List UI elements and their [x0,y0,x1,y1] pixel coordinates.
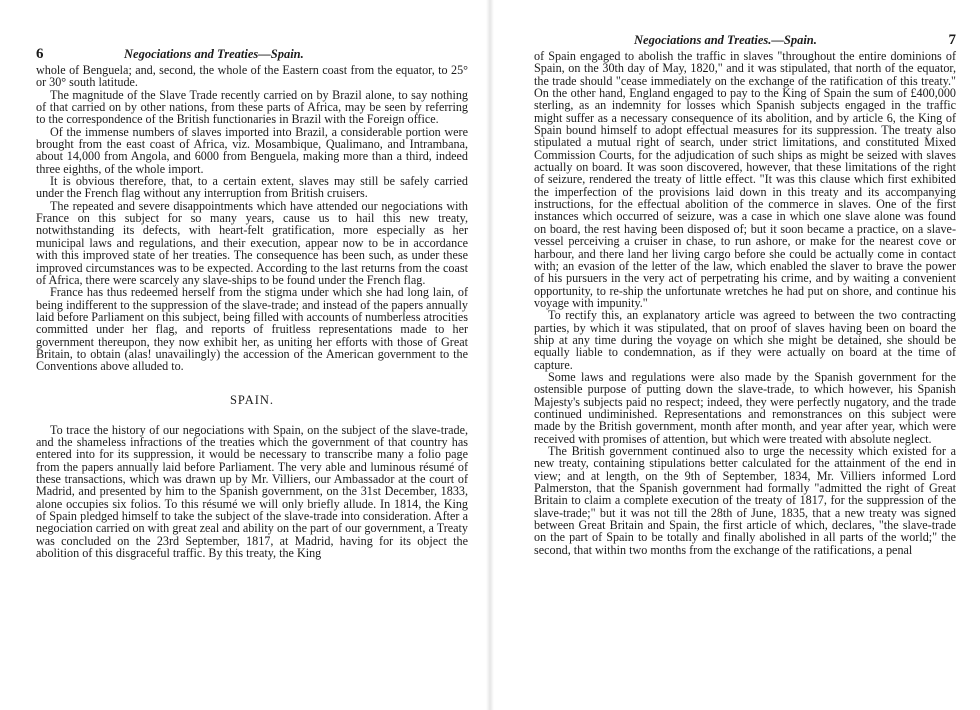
section-heading: SPAIN. [229,392,275,407]
left-page-body [36,64,468,559]
paragraph: of Spain engaged to abolish the traffic in slaves "throughout the entire dominions of Spain, on the 30th day of May, 1820," and it was stipulated, that north of the equator, the trade should "cease immediately on the exchange of the ratification of this treaty." On the other hand, England engaged to pay to the King of Spain the sum of £400,000 sterling, as an indemnity for losses which Spanish subjects engaged in the traffic might suffer as a necessary consequence of its abolition, and by article 6, the King of Spain bound himself to adopt effectual measures for its suppression. The treaty also stipulated a mutual right of search, under strict limitations, and constituted Mixed Commission Courts, for the adjudication of such ships as might be seized with slaves actually on board. It was soon discovered, however, that these limitations of the right of seizure, rendered the treaty of little effect. "It was this clause which first exhibited the imperfection of the provisions laid down in this treaty and its accompanying instructions, for the effectual abolition of the commerce in slaves. One of the first instances which occurred of seizure, was a case in which one slave alone was found on board, the rest having been disposed of; but it soon became a practice, on a slave-vessel perceiving a cruiser in chase, to run ashore, or make for the nearest cove or harbour, and there land her living cargo before she could be actually come in contact with; an evasion of the letter of the law, which enabled the slaver to brave the power of his pursuers in the very act of perpetrating his crime, and by waiting a convenient opportunity, to re-ship the unfortunate wretches he had put on shore, and continue his voyage with impunity." [534,49,956,310]
paragraph: The repeated and severe disappointments which have attended our negociations with France on this subject for so many years, cause us to hail this new treaty, notwithstanding its defects, with heart-felt gratification, more especially as her municipal laws and regulations, and their execution, appear now to be in accordance with this improved state of her treaties. The consequence has been such, as under these improved circumstances was to be expected. According to the last returns from the coast of Africa, there were scarcely any slave-ships to be found under the French flag. [36,198,468,287]
right-page [490,0,980,710]
running-head: Negociations and Treaties—Spain. [124,47,304,61]
paragraph: The British government continued also to urge the necessity which existed for a new treaty, containing stipulations better calculated for the attainment of the end in view; and at length, on the 9th of September, 1834, Mr. Villiers informed Lord Palmerston, that the Spanish government had formally "admitted the right of Great Britain to claim a complete execution of the treaty of 1817, for the suppression of the slave-trade;" but it was not till the 28th of June, 1835, that a new treaty was signed between Great Britain and Spain, the first article of which, declares, "the slave-trade on the part of Spain to be totally and finally abolished in all parts of the world;" the second, that within two months from the exchange of the ratifications, a penal [534,444,956,557]
paragraph: Some laws and regulations were also made by the Spanish government for the ostensible purpose of putting down the slave-trade, to which however, his Spanish Majesty's subjects paid no respect; indeed, they were perfectly nugatory, and the trade continued undiminished. Representations and remonstrances on this subject were made by the British government, month after month, and year after year, which were received with promises of attention, but which were treated with absolute neglect. [534,369,956,446]
paragraph: To rectify this, an explanatory article was agreed to between the two contracting parties, by which it was stipulated, that on proof of slaves having been on board the ship at any time during the voyage on which she might be detained, she should be equally liable to condemnation, as if they were actually on board at the time of capture. [534,308,956,372]
running-head: Negociations and Treaties.—Spain. [634,33,817,47]
paragraph: The magnitude of the Slave Trade recently carried on by Brazil alone, to say nothing of that carried on by other nations, from these parts of Africa, may be seen by referring to the correspondence of the British functionaries in Brazil with the Foreign office. [36,87,468,127]
right-page-body [534,50,956,556]
paragraph: France has thus redeemed herself from the stigma under which she had long lain, of being indifferent to the suppression of the slave-trade; and instead of the papers annually laid before Parliament on this subject, being filled with accounts of numberless atrocities committed under her flag, and reports of fruitless representations made to her government thereupon, they now exhibit her, as uniting her efforts with those of Great Britain, to obtain (alas! unavailingly) the accession of the American government to the Conventions above alluded to. [36,285,468,374]
paragraph: Of the immense numbers of slaves imported into Brazil, a considerable portion were brought from the east coast of Africa, viz. Mosambique, Qualimano, and Intrambana, about 14,000 from Angola, and 6000 from Benguela, making more than a third, indeed three eighths, of the whole import. [36,124,468,176]
page-number: 7 [948,32,956,48]
right-page-header [534,32,956,50]
page-number: 6 [36,46,44,62]
paragraph: whole of Benguela; and, second, the whole of the Eastern coast from the equator, to 25° or 30° south latitude. [36,63,468,90]
left-page-header [36,46,468,64]
paragraph: To trace the history of our negociations with Spain, on the subject of the slave-trade, and the shameless infractions of the treaties which the government of that country has entered into for its suppression, it would be necessary to transcribe many a folio page from the papers annually laid before Parliament. The very able and luminous résumé of these transactions, which was drawn up by Mr. Villiers, our Ambassador at the court of Madrid, and presented by him to the Spanish government, on the 31st December, 1833, alone occupies six folios. To this résumé we will only briefly allude. In 1814, the King of Spain pledged himself to take the subject of the slave-trade into consideration. After a negociation carried on with great zeal and ability on the part of our government, a Treaty was concluded on the 23rd September, 1817, at Madrid, having for its object the abolition of this disgraceful traffic. By this treaty, the King [36,422,468,561]
paragraph: It is obvious therefore, that, to a certain extent, slaves may still be safely carried under the French flag without any interruption from British cruisers. [36,174,468,201]
